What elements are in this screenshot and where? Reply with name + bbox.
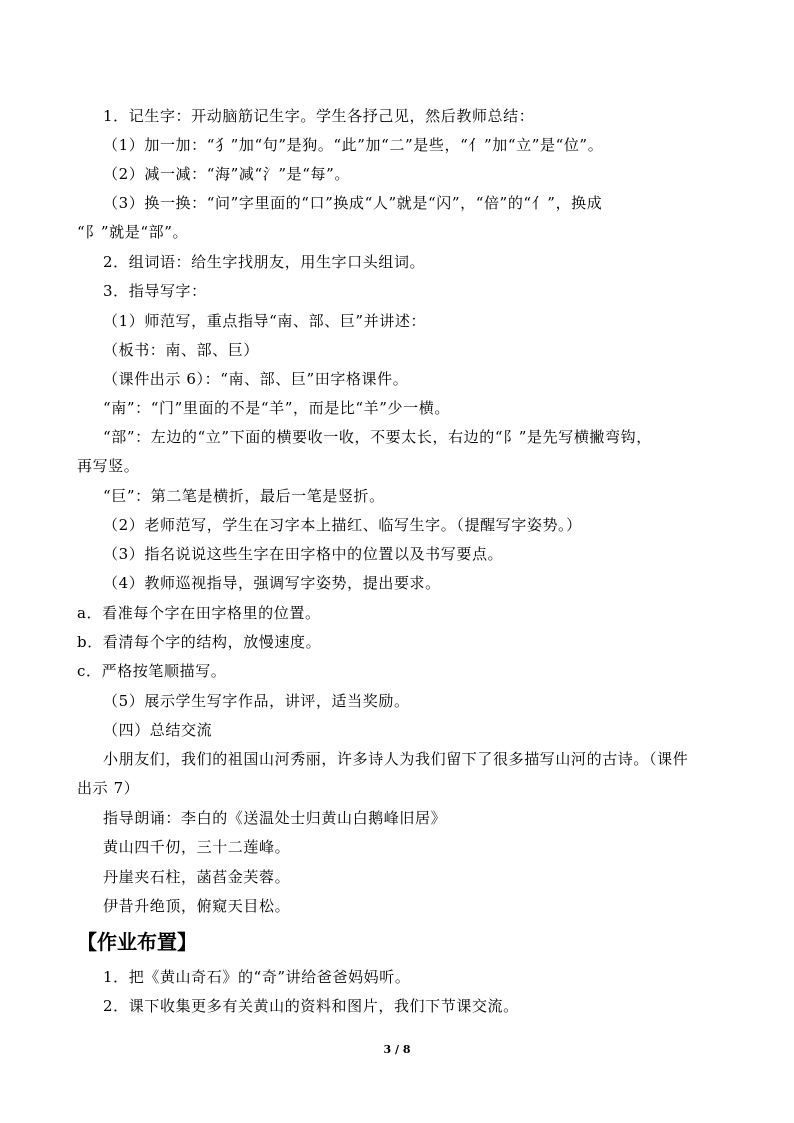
text-line: （课件出示 6）：“南、部、巨”田字格课件。 (103, 370, 409, 388)
text-line: （1）加一加：“犭”加“句”是狗。“此”加“二”是些，“亻”加“立”是“位”。 (103, 136, 604, 154)
text-line: 黄山四千仞，三十二莲峰。 (103, 838, 291, 856)
text-line: “南”：“门”里面的不是“羊”，而是比“羊”少一横。 (103, 399, 450, 417)
text-line: （板书：南、部、巨） (103, 341, 260, 359)
text-line: （4）教师巡视指导，强调写字姿势，提出要求。 (103, 574, 441, 592)
text-line: 伊昔升绝顶，俯窥天目松。 (103, 897, 291, 915)
homework-item: 2．课下收集更多有关黄山的资料和图片，我们下节课交流。 (103, 997, 519, 1015)
text-line: 指导朗诵：李白的《送温处士归黄山白鹅峰旧居》 (103, 809, 447, 827)
text-line: （5）展示学生写字作品，讲评，适当奖励。 (103, 692, 410, 710)
text-line: a．看准每个字在田字格里的位置。 (77, 604, 321, 622)
text-line: （四）总结交流 (103, 721, 213, 739)
text-line: 小朋友们，我们的祖国山河秀丽，许多诗人为我们留下了很多描写山河的古诗。（课件 (103, 750, 689, 768)
text-line: （2）老师范写，学生在习字本上描红、临写生字。（提醒写字姿势。） (103, 516, 582, 534)
homework-item: 1．把《黄山奇石》的“奇”讲给爸爸妈妈听。 (103, 968, 411, 986)
text-line: “巨”：第二笔是横折，最后一笔是竖折。 (103, 487, 385, 505)
text-line: （3）指名说说这些生字在田字格中的位置以及书写要点。 (103, 545, 504, 563)
text-line: c．严格按笔顺描写。 (77, 662, 227, 680)
text-line: 1．记生字：开动脑筋记生字。学生各抒己见，然后教师总结： (103, 107, 535, 125)
text-line: 丹崖夹石柱，菡萏金芙蓉。 (103, 868, 291, 886)
text-line: 3．指导写字： (103, 282, 207, 300)
text-line: （2）减一减：“海”减“氵”是“每”。 (103, 165, 350, 183)
text-line: （1）师范写，重点指导“南、部、巨”并讲述： (103, 312, 427, 330)
text-line: 2．组词语：给生字找朋友，用生字口头组词。 (103, 253, 426, 271)
text-line: “阝”就是“部”。 (77, 223, 189, 241)
text-line: 再写竖。 (77, 457, 140, 475)
text-line: （3）换一换：“问”字里面的“口”换成“人”就是“闪”，“倍”的“亻”，换成 (103, 194, 603, 212)
section-heading: 【作业布置】 (77, 930, 197, 954)
page-number: 3 / 8 (383, 1043, 411, 1056)
text-line: “部”：左边的“立”下面的横要收一收，不要太长，右边的“阝”是先写横撇弯钩， (103, 428, 652, 446)
text-line: b．看清每个字的结构，放慢速度。 (77, 633, 322, 651)
text-line: 出示 7） (77, 779, 140, 797)
